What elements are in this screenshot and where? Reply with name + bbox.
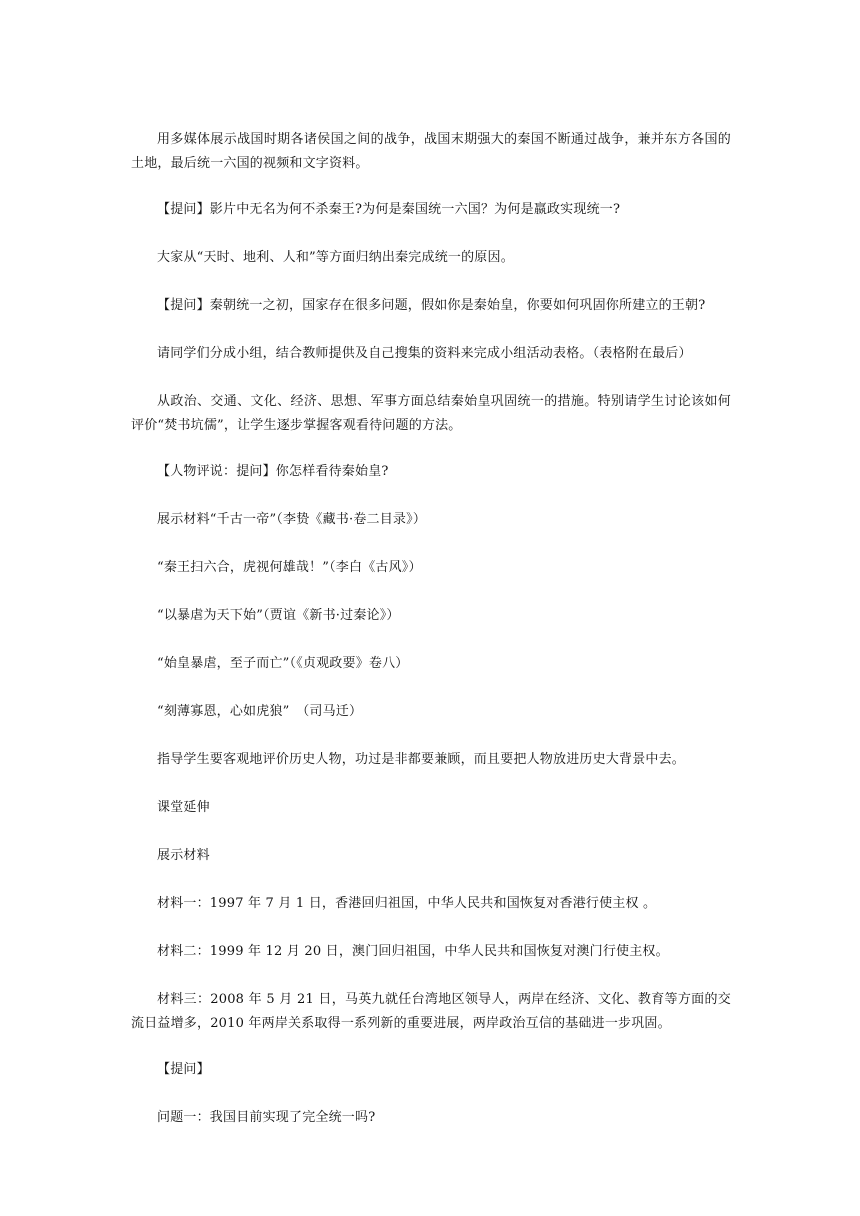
paragraph-measures-summary: 从政治、交通、文化、经济、思想、军事方面总结秦始皇巩固统一的措施。特别请学生讨论该如何评价“焚书坑儒”，让学生逐步掌握客观看待问题的方法。 bbox=[131, 394, 731, 433]
paragraph-material-sima-qian: “刻薄寡恩，心如虎狼” （司马迁） bbox=[157, 704, 363, 719]
paragraph-class-extension: 课堂延伸 bbox=[157, 800, 210, 815]
paragraph-character-review: 【人物评说：提问】你怎样看待秦始皇? bbox=[157, 464, 389, 479]
document-body bbox=[131, 128, 731, 1154]
paragraph-group-activity: 请同学们分成小组，结合教师提供及自己搜集的资料来完成小组活动表格。（表格附在最后） bbox=[157, 346, 692, 361]
paragraph-question-label: 【提问】 bbox=[157, 1062, 210, 1077]
paragraph-question-one: 问题一：我国目前实现了完全统一吗? bbox=[157, 1110, 376, 1125]
paragraph-material-zhenguan: “始皇暴虐，至子而亡”（《贞观政要》卷八） bbox=[157, 656, 409, 671]
paragraph-material-two: 材料二：1999 年 12 月 20 日，澳门回归祖国，中华人民共和国恢复对澳门行使主权。 bbox=[157, 944, 669, 959]
paragraph-material-jia-yi: “以暴虐为天下始”（贾谊《新书·过秦论》） bbox=[157, 608, 400, 623]
paragraph-multimedia-display: 用多媒体展示战国时期各诸侯国之间的战争，战国末期强大的秦国不断通过战争，兼并东方各国的土地，最后统一六国的视频和文字资料。 bbox=[131, 132, 731, 171]
paragraph-question-consolidate: 【提问】秦朝统一之初，国家存在很多问题，假如你是秦始皇，你要如何巩固你所建立的王朝? bbox=[157, 298, 706, 313]
paragraph-material-three: 材料三：2008 年 5 月 21 日，马英九就任台湾地区领导人，两岸在经济、文化、教育等方面的交流日益增多，2010 年两岸关系取得一系列新的重要进展，两岸政治互信的基础进一步巩固。 bbox=[131, 992, 731, 1031]
paragraph-material-li-zhi: 展示材料“千古一帝”（李贽《藏书·卷二目录》） bbox=[157, 512, 427, 527]
paragraph-guidance: 指导学生要客观地评价历史人物，功过是非都要兼顾，而且要把人物放进历史大背景中去。 bbox=[157, 752, 686, 767]
paragraph-show-materials: 展示材料 bbox=[157, 848, 210, 863]
paragraph-material-one: 材料一：1997 年 7 月 1 日，香港回归祖国，中华人民共和国恢复对香港行使主权 。 bbox=[157, 896, 657, 911]
paragraph-material-li-bai: “秦王扫六合，虎视何雄哉！”（李白《古风》） bbox=[157, 560, 422, 575]
paragraph-reasons-summary: 大家从“天时、地利、人和”等方面归纳出秦完成统一的原因。 bbox=[157, 250, 514, 265]
paragraph-question-unification: 【提问】影片中无名为何不杀秦王?为何是秦国统一六国？为何是嬴政实现统一? bbox=[157, 202, 621, 217]
